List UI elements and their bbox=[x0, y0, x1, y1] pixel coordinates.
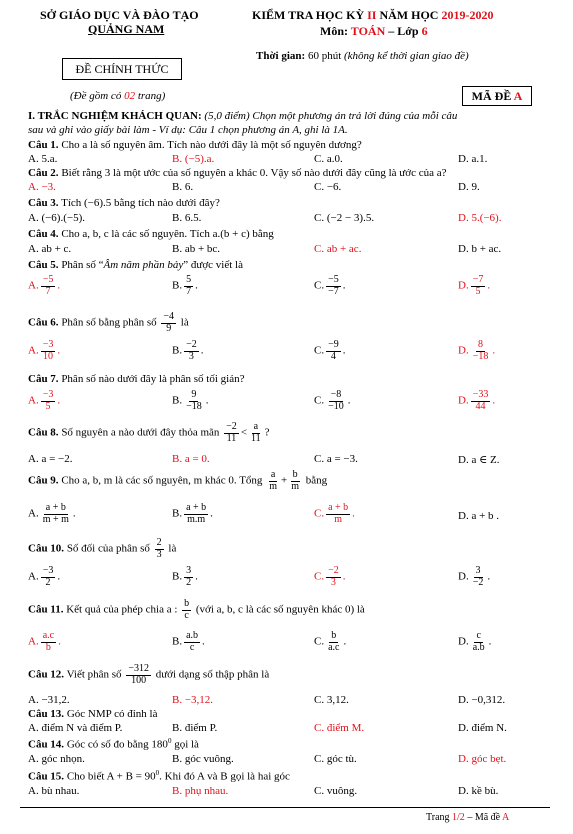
question-2: Câu 2. Biết rằng 3 là một ước của số nguyên a khác 0. Vậy số nào dưới đây cũng là ước của a? bbox=[28, 167, 447, 179]
q7-option-c[interactable]: C. $\frac{-8}{-10}$ . bbox=[314, 389, 351, 412]
question-4: Câu 4. Cho a, b, c là các số nguyên. Tích a.(b + c) bằng bbox=[28, 228, 274, 240]
q4-option-d[interactable]: D. b + ac. bbox=[458, 243, 502, 255]
q2-option-b[interactable]: B. 6. bbox=[172, 181, 194, 193]
q7-option-b[interactable]: B. $\frac{9}{-18}$ . bbox=[172, 389, 209, 412]
q15-option-c[interactable]: C. vuông. bbox=[314, 785, 358, 797]
question-9: Câu 9. Cho a, b, m là các số nguyên, m khác 0. Tổng $\frac{a}{m}$ + $\frac{b}{m}$ bằng bbox=[28, 469, 328, 492]
q2-option-d[interactable]: D. 9. bbox=[458, 181, 480, 193]
q6-option-a[interactable]: A. $\frac{-3}{10}$ . bbox=[28, 339, 61, 362]
footer-divider bbox=[20, 807, 550, 808]
q12-option-c[interactable]: C. 3,12. bbox=[314, 694, 349, 706]
section-heading: I. TRẮC NGHIỆM KHÁCH QUAN: (5,0 điểm) Chọn một phương án trả lời đúng của mỗi câu bbox=[28, 110, 458, 122]
question-8: Câu 8. Số nguyên a nào dưới đây thỏa mãn $\frac{-2}{11}$ < $\frac{a}{11}$ ? bbox=[28, 421, 270, 444]
question-3: Câu 3. Tích (−6).5 bằng tích nào dưới đây? bbox=[28, 197, 220, 209]
q15-option-a[interactable]: A. bù nhau. bbox=[28, 785, 80, 797]
q6-option-b[interactable]: B. $\frac{-2}{3}$ . bbox=[172, 339, 204, 362]
q7-option-a[interactable]: A. $\frac{-3}{5}$ . bbox=[28, 389, 61, 412]
q9-option-a[interactable]: A. $\frac{a + b}{m + m}$ . bbox=[28, 502, 76, 525]
q5-option-b[interactable]: B. $\frac{5}{7}$ . bbox=[172, 274, 198, 297]
q14-option-b[interactable]: B. góc vuông. bbox=[172, 753, 234, 765]
q9-option-b[interactable]: B. $\frac{a + b}{m.m}$ . bbox=[172, 502, 213, 525]
q7-option-d[interactable]: D. $\frac{-33}{44}$ . bbox=[458, 389, 496, 412]
q8-option-c[interactable]: C. a = −3. bbox=[314, 453, 358, 465]
q12-option-b[interactable]: B. −3,12. bbox=[172, 694, 214, 706]
department-name: SỞ GIÁO DỤC VÀ ĐÀO TẠO bbox=[40, 8, 199, 22]
q9-option-d[interactable]: D. a + b . bbox=[458, 510, 500, 522]
q14-option-c[interactable]: C. góc tù. bbox=[314, 753, 357, 765]
exam-code-box: MÃ ĐỀ A bbox=[462, 86, 532, 106]
q5-option-c[interactable]: C. $\frac{-5}{-7}$ . bbox=[314, 274, 346, 297]
q9-option-c[interactable]: C. $\frac{a + b}{m}$ . bbox=[314, 502, 355, 525]
q2-option-c[interactable]: C. −6. bbox=[314, 181, 342, 193]
q6-option-d[interactable]: D. $\frac{8}{-18}$ . bbox=[458, 339, 496, 362]
q6-option-c[interactable]: C. $\frac{-9}{4}$ . bbox=[314, 339, 346, 362]
q4-option-b[interactable]: B. ab + bc. bbox=[172, 243, 221, 255]
q4-option-c[interactable]: C. ab + ac. bbox=[314, 243, 362, 255]
q11-option-b[interactable]: B. $\frac{a.b}{c}$ . bbox=[172, 630, 205, 653]
q10-option-a[interactable]: A. $\frac{-3}{2}$ . bbox=[28, 565, 61, 588]
q8-option-a[interactable]: A. a = −2. bbox=[28, 453, 73, 465]
q11-option-a[interactable]: A. $\frac{a.c}{b}$ . bbox=[28, 630, 61, 653]
q3-option-d[interactable]: D. 5.(−6). bbox=[458, 212, 502, 224]
q4-option-a[interactable]: A. ab + c. bbox=[28, 243, 72, 255]
q8-option-b[interactable]: B. a = 0. bbox=[172, 453, 210, 465]
q8-option-d[interactable]: D. a ∈ Z. bbox=[458, 454, 500, 466]
official-badge: ĐỀ CHÍNH THỨC bbox=[62, 58, 182, 80]
q1-option-a[interactable]: A. 5.a. bbox=[28, 153, 58, 165]
question-11: Câu 11. Kết quả của phép chia a : $\frac{b}{c}$ (với a, b, c là các số nguyên khác 0) là bbox=[28, 598, 365, 621]
question-14: Câu 14. Góc có số đo bằng $180^0$ gọi là bbox=[28, 737, 199, 751]
q1-option-d[interactable]: D. a.1. bbox=[458, 153, 488, 165]
q10-option-b[interactable]: B. $\frac{3}{2}$ . bbox=[172, 565, 198, 588]
q5-option-d[interactable]: D. $\frac{-7}{5}$ . bbox=[458, 274, 491, 297]
province-name: QUẢNG NAM bbox=[88, 22, 165, 36]
q3-option-b[interactable]: B. 6.5. bbox=[172, 212, 202, 224]
q11-option-d[interactable]: D. $\frac{c}{a.b}$ . bbox=[458, 630, 492, 653]
q13-option-a[interactable]: A. điểm N và điểm P. bbox=[28, 722, 123, 734]
q13-option-d[interactable]: D. điểm N. bbox=[458, 722, 507, 734]
q11-option-c[interactable]: C. $\frac{b}{a.c}$ . bbox=[314, 630, 347, 653]
question-1: Câu 1. Cho a là số nguyên âm. Tích nào dưới đây là một số nguyên dương? bbox=[28, 139, 362, 151]
question-5: Câu 5. Phân số “Âm năm phần bảy” được viết là bbox=[28, 259, 243, 271]
q15-option-d[interactable]: D. kề bù. bbox=[458, 785, 499, 797]
question-10: Câu 10. Số đối của phân số $\frac{2}{3}$ là bbox=[28, 537, 177, 560]
q15-option-b[interactable]: B. phụ nhau. bbox=[172, 785, 229, 797]
q3-option-a[interactable]: A. (−6).(−5). bbox=[28, 212, 86, 224]
question-6: Câu 6. Phân số bằng phân số $\frac{-4}{9}$ là bbox=[28, 311, 189, 334]
page-footer: Trang 1/2 – Mã đề A bbox=[426, 812, 510, 823]
q1-option-c[interactable]: C. a.0. bbox=[314, 153, 343, 165]
time-line: Thời gian: 60 phút (không kể thời gian giao đề) bbox=[256, 50, 469, 62]
q13-option-c[interactable]: C. điểm M. bbox=[314, 722, 365, 734]
section-instruction: sau và ghi vào giấy bài làm - Ví dụ: Câu 1 chọn phương án A, ghi là 1A. bbox=[28, 124, 348, 136]
q3-option-c[interactable]: C. (−2 − 3).5. bbox=[314, 212, 375, 224]
pages-note: (Đề gồm có 02 trang) bbox=[70, 90, 166, 102]
q10-option-c[interactable]: C. $\frac{-2}{3}$ . bbox=[314, 565, 346, 588]
q12-option-a[interactable]: A. −31,2. bbox=[28, 694, 70, 706]
question-7: Câu 7. Phân số nào dưới đây là phân số tối giản? bbox=[28, 373, 245, 385]
question-12: Câu 12. Viết phân số $\frac{-312}{100}$ dưới dạng số thập phân là bbox=[28, 663, 270, 686]
q14-option-a[interactable]: A. góc nhọn. bbox=[28, 753, 85, 765]
q14-option-d[interactable]: D. góc bẹt. bbox=[458, 753, 507, 765]
question-13: Câu 13. Góc NMP có đỉnh là bbox=[28, 708, 158, 720]
q1-option-b[interactable]: B. (−5).a. bbox=[172, 153, 215, 165]
exam-title: KIỂM TRA HỌC KỲ II NĂM HỌC 2019-2020 bbox=[252, 8, 494, 22]
q5-option-a[interactable]: A. $\frac{-5}{7}$ . bbox=[28, 274, 61, 297]
q10-option-d[interactable]: D. $\frac{3}{-2}$ . bbox=[458, 565, 491, 588]
subject-line: Môn: TOÁN – Lớp 6 bbox=[320, 24, 428, 38]
q2-option-a[interactable]: A. −3. bbox=[28, 181, 56, 193]
q12-option-d[interactable]: D. −0,312. bbox=[458, 694, 506, 706]
question-15: Câu 15. Cho biết $A + B = 90^0$. Khi đó A và B gọi là hai góc bbox=[28, 769, 290, 783]
q13-option-b[interactable]: B. điểm P. bbox=[172, 722, 218, 734]
